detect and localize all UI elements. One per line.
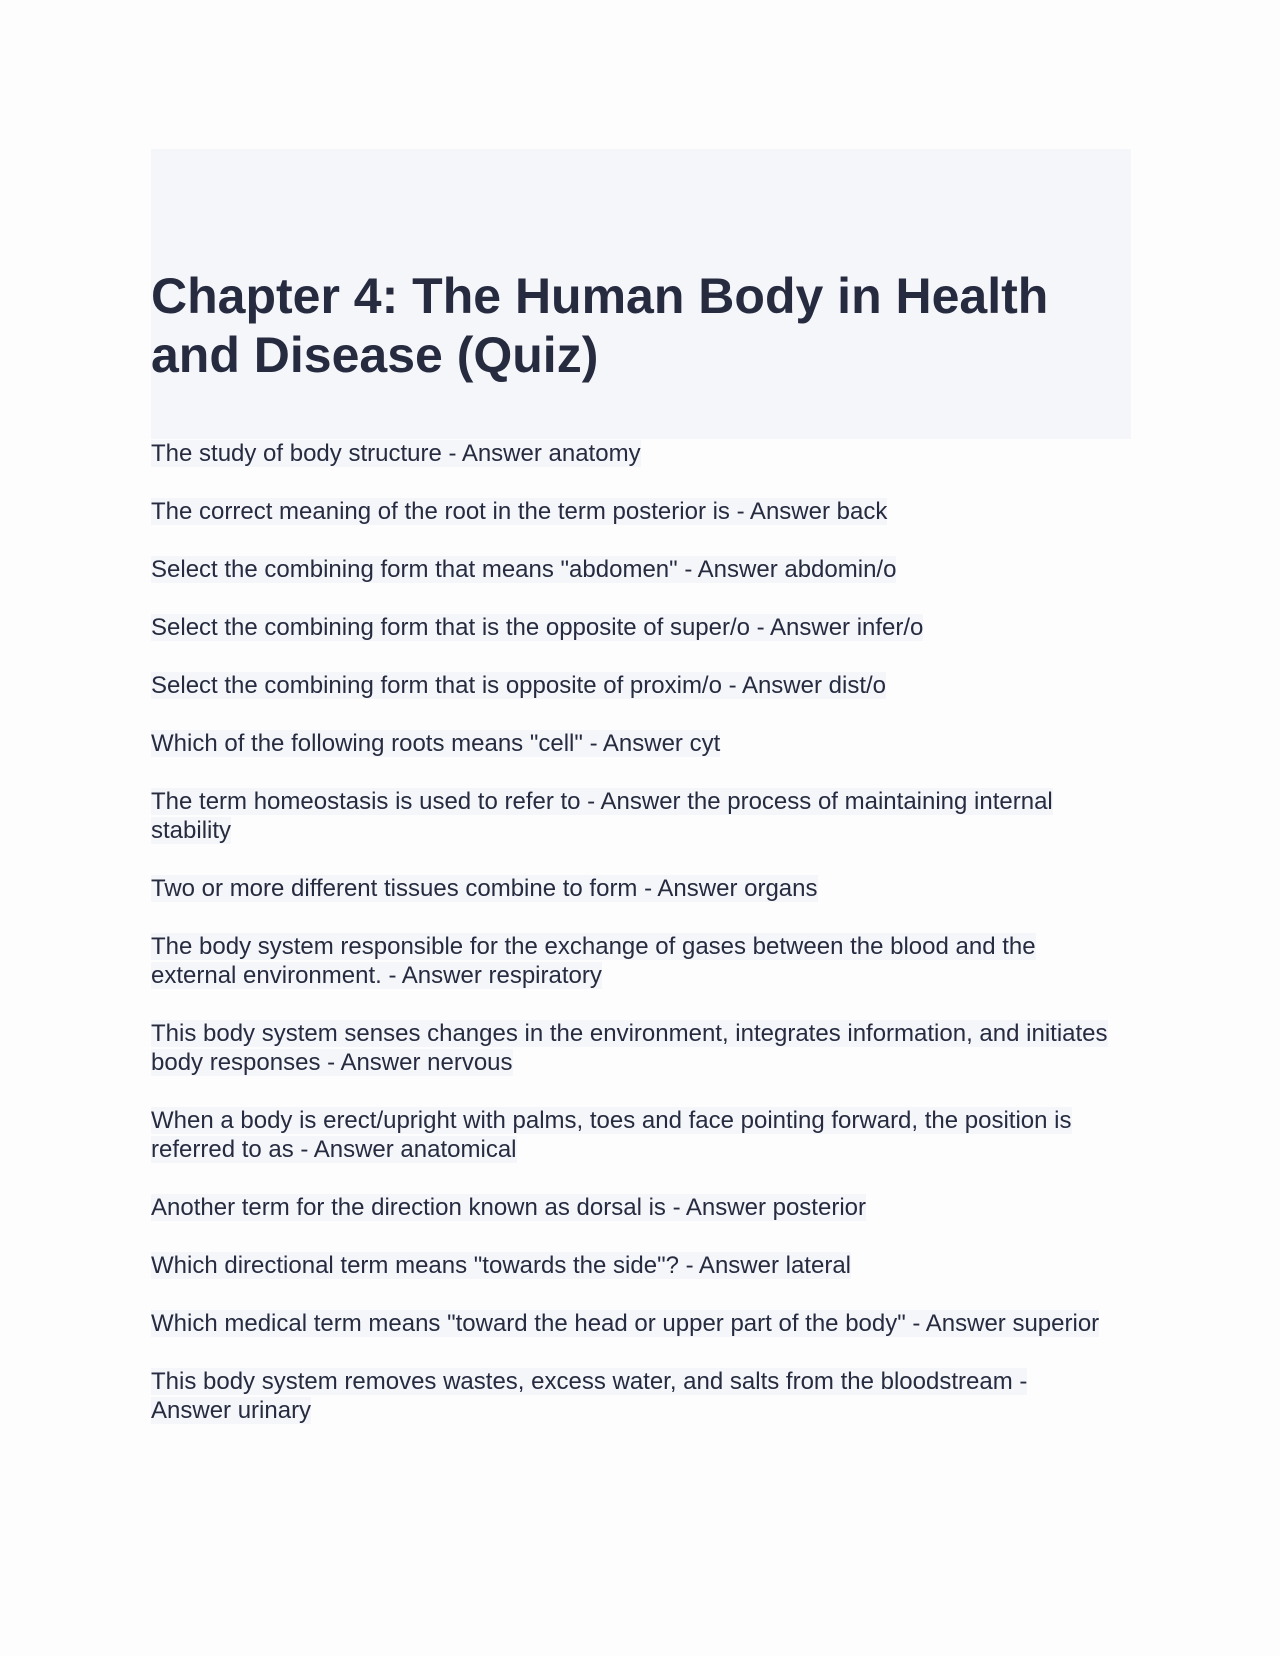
qa-item (151, 555, 1111, 584)
qa-item (151, 1193, 1111, 1222)
qa-list (151, 439, 1131, 1425)
qa-text: This body system removes wastes, excess water, and salts from the bloodstream - Answer urinary (151, 1368, 1028, 1424)
qa-item (151, 1367, 1111, 1425)
qa-item (151, 787, 1111, 845)
qa-item (151, 729, 1111, 758)
qa-text: The term homeostasis is used to refer to - Answer the process of maintaining internal stability (151, 788, 1053, 844)
qa-text: Select the combining form that is the opposite of super/o - Answer infer/o (151, 614, 924, 641)
qa-item (151, 671, 1111, 700)
qa-item (151, 932, 1111, 990)
qa-text: Which directional term means "towards the side"? - Answer lateral (151, 1252, 851, 1279)
qa-text: Which medical term means "toward the head or upper part of the body" - Answer superior (151, 1310, 1100, 1337)
qa-text: Another term for the direction known as dorsal is - Answer posterior (151, 1194, 866, 1221)
qa-text: Which of the following roots means "cell" - Answer cyt (151, 730, 721, 757)
qa-text: When a body is erect/upright with palms, toes and face pointing forward, the position is referred to as - Answer anatomical (151, 1107, 1072, 1163)
qa-item (151, 497, 1111, 526)
qa-item (151, 874, 1111, 903)
qa-text: This body system senses changes in the environment, integrates information, and initiates body responses - Answer nervous (151, 1020, 1108, 1076)
qa-text: Two or more different tissues combine to form - Answer organs (151, 875, 818, 902)
title-block (151, 149, 1131, 439)
qa-item (151, 1309, 1111, 1338)
qa-item (151, 1106, 1111, 1164)
qa-text: The correct meaning of the root in the term posterior is - Answer back (151, 498, 888, 525)
document-page (151, 149, 1131, 1454)
document-title: Chapter 4: The Human Body in Health and Disease (Quiz) (151, 268, 1049, 383)
qa-item (151, 1019, 1111, 1077)
qa-item (151, 439, 1111, 468)
qa-item (151, 613, 1111, 642)
qa-text: Select the combining form that is opposite of proxim/o - Answer dist/o (151, 672, 887, 699)
qa-text: Select the combining form that means "abdomen" - Answer abdomin/o (151, 556, 897, 583)
qa-text: The study of body structure - Answer anatomy (151, 440, 641, 467)
qa-text: The body system responsible for the exchange of gases between the blood and the external environment. - Answer respiratory (151, 933, 1036, 989)
qa-item (151, 1251, 1111, 1280)
